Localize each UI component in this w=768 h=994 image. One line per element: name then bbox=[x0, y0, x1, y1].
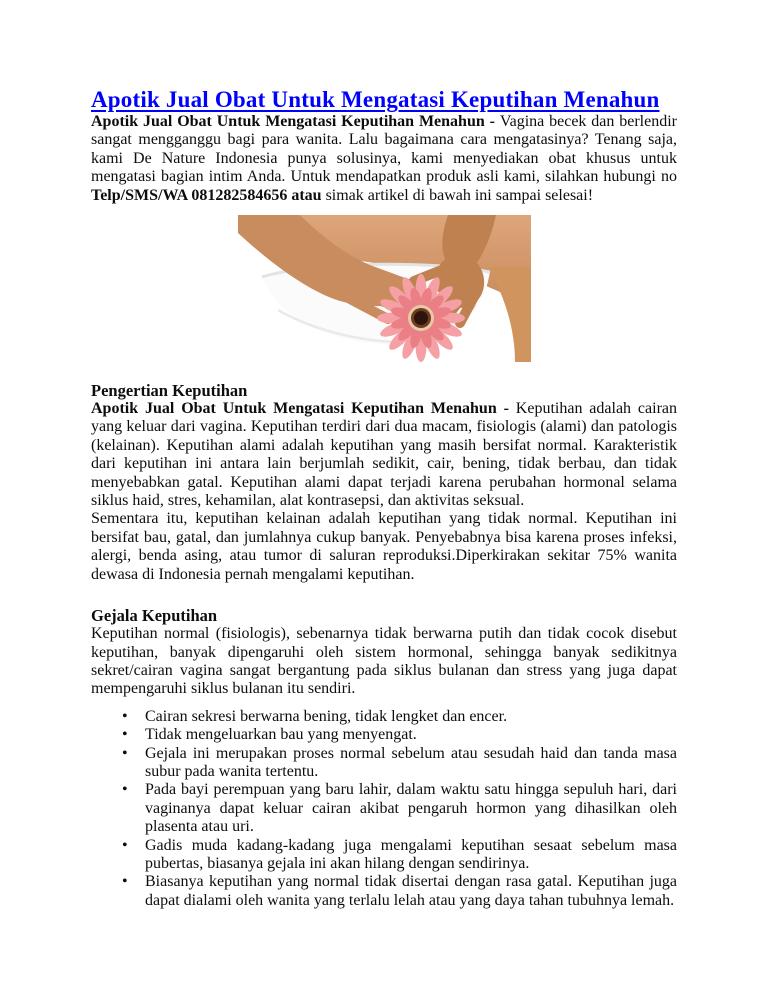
gejala-bullet-list bbox=[91, 708, 677, 910]
article-title-link[interactable]: Apotik Jual Obat Untuk Mengatasi Keputihan Menahun bbox=[91, 87, 660, 112]
bullet-item: • Biasanya keputihan yang normal tidak disertai dengan rasa gatal. Keputihan juga dapat dialami oleh wanita yang terlalu lelah atau yang daya tahan tubuhnya lemah. bbox=[91, 873, 677, 910]
woman-hands-flower-photo bbox=[238, 215, 531, 362]
bullet-item: • Gadis muda kadang-kadang juga mengalami keputihan sesaat sebelum masa pubertas, biasanya gejala ini akan hilang dengan sendirinya. bbox=[91, 837, 677, 874]
intro-lead-bold: Apotik Jual Obat Untuk Mengatasi Keputihan Menahun - bbox=[91, 113, 500, 130]
contact-number-bold: Telp/SMS/WA 081282584656 atau bbox=[91, 186, 322, 204]
bullet-item: • Gejala ini merupakan proses normal sebelum atau sesudah haid dan tanda masa subur pada wanita tertentu. bbox=[91, 745, 677, 782]
intro-tail-text: simak artikel di bawah ini sampai selesai! bbox=[321, 186, 594, 204]
heading-gejala-keputihan: Gejala Keputihan bbox=[91, 606, 218, 626]
intro-paragraph bbox=[91, 113, 677, 205]
gerbera-flower bbox=[377, 274, 465, 362]
bullet-item: • Tidak mengeluarkan bau yang menyengat. bbox=[91, 726, 677, 744]
heading-pengertian-keputihan: Pengertian Keputihan bbox=[91, 381, 248, 401]
flower-center bbox=[414, 311, 428, 325]
article-image-wrapper bbox=[91, 215, 677, 367]
pengertian-paragraph-2: Sementara itu, keputihan kelainan adalah keputihan yang tidak normal. Keputihan ini bersifat bau, gatal, dan jumlahnya cukup banyak. Penyebabnya bisa karena proses infeksi, alergi, benda asing, atau tumor di saluran reproduksi.Diperkirakan sekitar 75% wanita dewasa di Indonesia pernah mengalami keputihan. bbox=[91, 510, 677, 583]
bullet-item: • Pada bayi perempuan yang baru lahir, dalam waktu satu hingga sepuluh hari, dari vaginanya dapat keluar cairan akibat pengaruh hormon yang dihasilkan oleh plasenta atau uri. bbox=[91, 781, 677, 836]
article-image bbox=[238, 215, 531, 362]
gejala-paragraph: Keputihan normal (fisiologis), sebenarnya tidak berwarna putih dan tidak cocok disebut keputihan, banyak dipengaruhi oleh sistem hormonal, sehingga banyak sedikitnya sekret/cairan vagina sangat bergantung pada siklus bulanan dan stress yang juga dapat mempengaruhi siklus bulanan itu sendiri. bbox=[91, 625, 677, 698]
pengertian-paragraph-1 bbox=[91, 400, 677, 510]
pengertian-paragraph-1-text: Keputihan adalah cairan yang keluar dari vagina. Keputihan terdiri dari dua macam, fisiologis (alami) dan patologis (kelainan). Keputihan alami adalah keputihan yang masih bersifat normal. Karakteristik dari keputihan ini antara lain berjumlah sedikit, cair, bening, tidak berbau, dan tidak menyebabkan gatal. Keputihan alami dapat terjadi karena perubahan hormonal selama siklus haid, stres, kehamilan, alat kontrasepsi, dan aktivitas seksual. bbox=[91, 400, 678, 510]
document-content bbox=[91, 87, 677, 910]
pengertian-lead-bold: Apotik Jual Obat Untuk Mengatasi Keputihan Menahun - bbox=[91, 400, 516, 418]
bullet-item: • Cairan sekresi berwarna bening, tidak lengket dan encer. bbox=[91, 708, 677, 726]
intro-body-text: Vagina becek dan berlendir sangat mengganggu bagi para wanita. Lalu bagaimana cara mengatasinya? Tenang saja, kami De Nature Indonesia punya solusinya, kami menyediakan obat khusus untuk mengatasi bagian intim Anda. Untuk mendapatkan produk asli kami, silahkan hubungi no bbox=[91, 113, 678, 186]
